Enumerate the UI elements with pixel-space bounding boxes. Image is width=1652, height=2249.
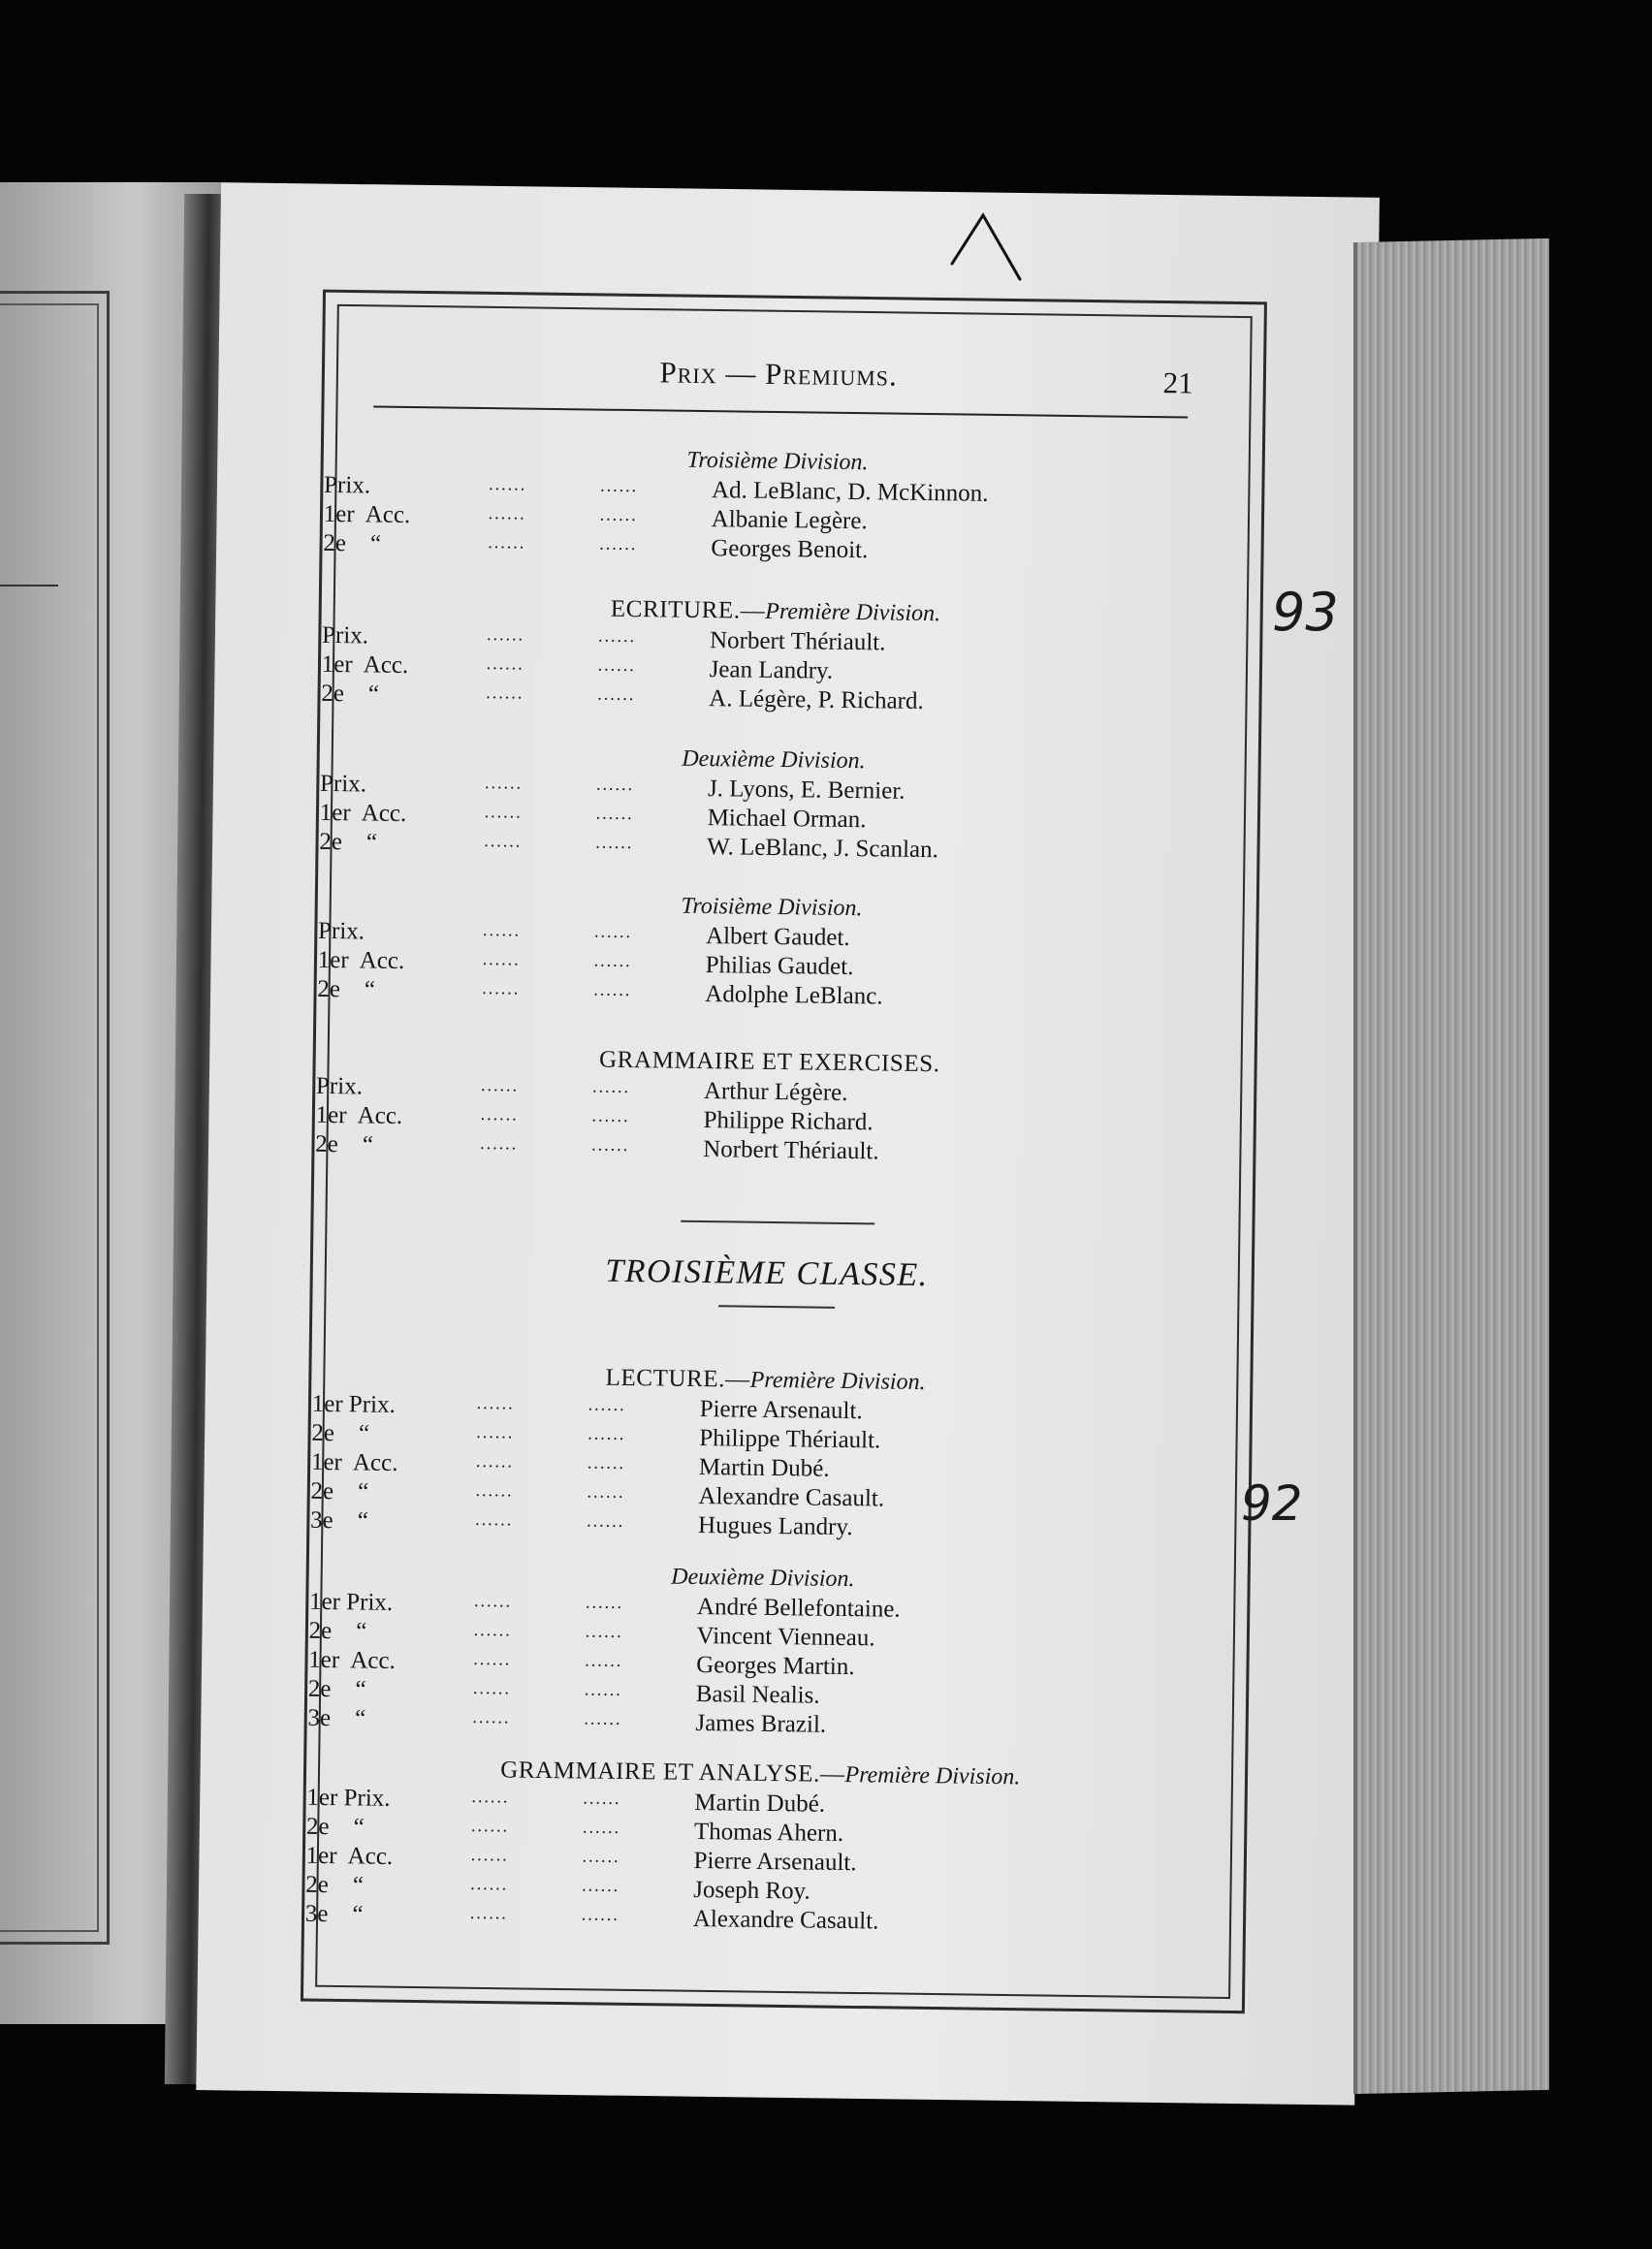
section-heading-division: Deuxième Division. bbox=[682, 745, 866, 775]
prize-award: Prix. bbox=[315, 1072, 364, 1100]
prize-award: 3e “ bbox=[304, 1900, 364, 1928]
section-heading-subject: LECTURE.— bbox=[605, 1364, 750, 1393]
prize-winners: Pierre Arsenault. bbox=[693, 1847, 857, 1877]
left-page-frame bbox=[0, 291, 110, 1945]
prize-award: 2e “ bbox=[305, 1813, 365, 1841]
leader-dots: ...... bbox=[599, 504, 638, 525]
prize-winners: Hugues Landry. bbox=[697, 1512, 853, 1541]
prize-winners: Georges Martin. bbox=[696, 1652, 855, 1681]
leader-dots: ...... bbox=[595, 832, 634, 853]
left-page-rule bbox=[0, 585, 58, 586]
section-separator-rule bbox=[681, 1220, 874, 1225]
leader-dots: ...... bbox=[484, 773, 524, 793]
leader-dots: ...... bbox=[593, 979, 632, 1000]
leader-dots: ...... bbox=[582, 1875, 620, 1895]
prize-award: Prix. bbox=[321, 621, 369, 649]
book-page-edges bbox=[1353, 238, 1549, 2094]
leader-dots: ...... bbox=[581, 1904, 620, 1924]
prize-winners: Albert Gaudet. bbox=[705, 923, 850, 952]
prize-award: 2e “ bbox=[308, 1617, 367, 1645]
section-heading-division: Première Division. bbox=[844, 1762, 1021, 1790]
leader-dots: ...... bbox=[600, 475, 639, 496]
prize-award: 3e “ bbox=[309, 1506, 369, 1535]
leader-dots: ...... bbox=[587, 1510, 625, 1532]
leader-dots: ...... bbox=[480, 1104, 519, 1124]
prize-winners: Jean Landry. bbox=[709, 656, 834, 684]
prize-award: 3e “ bbox=[307, 1704, 366, 1732]
prize-winners: Philippe Richard. bbox=[703, 1107, 874, 1136]
prize-winners: Philias Gaudet. bbox=[705, 952, 854, 981]
section-heading-division: Première Division. bbox=[765, 598, 941, 627]
leader-dots: ...... bbox=[480, 1133, 519, 1154]
prize-winners: W. LeBlanc, J. Scanlan. bbox=[707, 834, 939, 864]
prize-winners: Pierre Arsenault. bbox=[699, 1396, 863, 1425]
prize-section bbox=[305, 1753, 1214, 1941]
leader-dots: ...... bbox=[483, 920, 522, 940]
prize-award: 1er Prix. bbox=[311, 1390, 396, 1418]
leader-dots: ...... bbox=[582, 1846, 620, 1866]
prize-award: 2e “ bbox=[319, 828, 378, 856]
prize-winners: André Bellefontaine. bbox=[696, 1594, 901, 1623]
running-title: Prix — Premiums. bbox=[659, 355, 899, 393]
prize-award: 2e “ bbox=[305, 1871, 365, 1899]
prize-award: 1er Prix. bbox=[306, 1784, 391, 1812]
leader-dots: ...... bbox=[470, 1844, 509, 1865]
prize-winners: Joseph Roy. bbox=[693, 1876, 810, 1905]
leader-dots: ...... bbox=[476, 1422, 515, 1442]
prize-winners: Georges Benoit. bbox=[711, 535, 869, 564]
leader-dots: ...... bbox=[597, 625, 637, 647]
leader-dots: ...... bbox=[488, 503, 526, 523]
prize-winners: Adolphe LeBlanc. bbox=[705, 981, 883, 1010]
prize-section bbox=[321, 590, 1229, 720]
leader-dots: ...... bbox=[597, 683, 636, 705]
handwritten-annotation-upper: 93 bbox=[1272, 582, 1339, 643]
leader-dots: ...... bbox=[475, 1509, 514, 1530]
leader-dots: ...... bbox=[469, 1902, 508, 1923]
leader-dots: ...... bbox=[583, 1788, 621, 1808]
leader-dots: ...... bbox=[472, 1677, 512, 1698]
prize-award: 1er Prix. bbox=[308, 1588, 394, 1616]
leader-dots: ...... bbox=[582, 1817, 621, 1837]
leader-dots: ...... bbox=[473, 1619, 512, 1640]
prize-winners: J. Lyons, E. Bernier. bbox=[707, 776, 905, 805]
section-heading-division: Première Division. bbox=[749, 1367, 926, 1396]
leader-dots: ...... bbox=[471, 1786, 510, 1807]
handwritten-annotation-lower: 92 bbox=[1241, 1475, 1303, 1532]
leader-dots: ...... bbox=[591, 1134, 630, 1156]
leader-dots: ...... bbox=[585, 1592, 624, 1613]
prize-award: 2e “ bbox=[323, 529, 382, 557]
section-heading-subject: ECRITURE.— bbox=[610, 595, 766, 624]
prize-winners: Arthur Légère. bbox=[703, 1078, 848, 1106]
prize-winners: Vincent Vienneau. bbox=[696, 1623, 875, 1652]
section-heading-subject: GRAMMAIRE ET ANALYSE.— bbox=[499, 1757, 845, 1789]
prize-section bbox=[319, 739, 1227, 869]
prize-section bbox=[307, 1557, 1216, 1745]
leader-dots: ...... bbox=[472, 1706, 511, 1727]
leader-dots: ...... bbox=[587, 1452, 626, 1473]
leader-dots: ...... bbox=[486, 624, 525, 645]
leader-dots: ...... bbox=[470, 1873, 509, 1894]
pencil-caret-mark bbox=[944, 207, 1032, 285]
prize-winners: Alexandre Casault. bbox=[692, 1905, 879, 1935]
leader-dots: ...... bbox=[588, 1423, 626, 1444]
prize-section bbox=[315, 1041, 1223, 1171]
leader-dots: ...... bbox=[486, 682, 524, 703]
prize-award: 1er Acc. bbox=[321, 650, 409, 680]
page-content bbox=[304, 343, 1232, 1964]
prize-winners: Michael Orman. bbox=[707, 805, 867, 834]
prize-winners: A. Légère, P. Richard. bbox=[709, 685, 924, 714]
leader-dots: ...... bbox=[599, 533, 638, 554]
leader-dots: ...... bbox=[482, 949, 521, 969]
leader-dots: ...... bbox=[585, 1650, 623, 1671]
header-rule bbox=[373, 406, 1188, 419]
prize-section bbox=[310, 1359, 1219, 1547]
prize-winners: Ad. LeBlanc, D. McKinnon. bbox=[711, 477, 989, 507]
leader-dots: ...... bbox=[591, 1076, 631, 1097]
leader-dots: ...... bbox=[489, 474, 527, 494]
leader-dots: ...... bbox=[585, 1621, 623, 1642]
leader-dots: ...... bbox=[591, 1105, 630, 1126]
prize-award: Prix. bbox=[323, 471, 371, 499]
leader-dots: ...... bbox=[595, 803, 634, 824]
prize-award: 2e “ bbox=[307, 1675, 366, 1703]
leader-dots: ...... bbox=[470, 1815, 510, 1836]
leader-dots: ...... bbox=[484, 802, 523, 822]
prize-award: 1er Acc. bbox=[308, 1646, 396, 1674]
leader-dots: ...... bbox=[484, 831, 523, 851]
prize-award: Prix. bbox=[317, 917, 365, 945]
leader-dots: ...... bbox=[588, 1394, 626, 1415]
prize-winners: Martin Dubé. bbox=[694, 1789, 826, 1818]
prize-winners: James Brazil. bbox=[695, 1709, 827, 1738]
prize-award: 2e “ bbox=[315, 1130, 374, 1158]
leader-dots: ...... bbox=[587, 1481, 625, 1503]
leader-dots: ...... bbox=[476, 1393, 515, 1413]
leader-dots: ...... bbox=[473, 1590, 513, 1611]
prize-winners: Alexandre Casault. bbox=[698, 1483, 885, 1512]
prize-award: Prix. bbox=[319, 770, 367, 798]
leader-dots: ...... bbox=[480, 1075, 520, 1095]
prize-winners: Norbert Thériault. bbox=[703, 1136, 879, 1165]
leader-dots: ...... bbox=[593, 950, 632, 971]
prize-award: 1er Acc. bbox=[315, 1101, 403, 1129]
leader-dots: ...... bbox=[486, 653, 524, 674]
prize-award: 1er Acc. bbox=[319, 799, 407, 828]
leader-dots: ...... bbox=[597, 654, 636, 676]
leader-dots: ...... bbox=[595, 774, 635, 795]
section-heading-division: Troisième Division. bbox=[686, 447, 869, 476]
prize-winners: Norbert Thériault. bbox=[709, 627, 886, 656]
leader-dots: ...... bbox=[475, 1480, 514, 1501]
prize-section bbox=[323, 440, 1231, 570]
prize-winners: Basil Nealis. bbox=[695, 1680, 820, 1709]
leader-dots: ...... bbox=[593, 921, 633, 942]
prize-winners: Martin Dubé. bbox=[698, 1454, 830, 1482]
prize-award: 2e “ bbox=[321, 680, 380, 708]
class-title: TROISIÈME CLASSE. bbox=[605, 1252, 929, 1294]
leader-dots: ...... bbox=[475, 1451, 515, 1472]
section-heading-division: Deuxième Division. bbox=[671, 1564, 855, 1593]
prize-award: 1er Acc. bbox=[317, 946, 405, 974]
prize-winners: Philippe Thériault. bbox=[699, 1425, 881, 1454]
leader-dots: ...... bbox=[584, 1679, 623, 1700]
leader-dots: ...... bbox=[482, 978, 521, 998]
prize-award: 2e “ bbox=[310, 1477, 369, 1505]
prize-award: 1er Acc. bbox=[305, 1842, 394, 1870]
prize-award: 2e “ bbox=[311, 1419, 370, 1447]
prize-winners: Thomas Ahern. bbox=[693, 1818, 844, 1848]
prize-section bbox=[317, 886, 1225, 1016]
section-heading-subject: GRAMMAIRE ET EXERCISES. bbox=[598, 1046, 940, 1078]
leader-dots: ...... bbox=[584, 1708, 622, 1728]
section-heading-division: Troisième Division. bbox=[681, 893, 863, 922]
page-number: 21 bbox=[1162, 365, 1193, 400]
class-title-rule bbox=[718, 1305, 835, 1309]
prize-winners: Albanie Legère. bbox=[711, 506, 868, 535]
leader-dots: ...... bbox=[473, 1648, 512, 1669]
prize-award: 1er Acc. bbox=[323, 500, 411, 529]
leader-dots: ...... bbox=[488, 532, 526, 553]
prize-award: 2e “ bbox=[317, 975, 376, 1003]
page-header bbox=[325, 343, 1232, 413]
prize-award: 1er Acc. bbox=[310, 1448, 398, 1476]
